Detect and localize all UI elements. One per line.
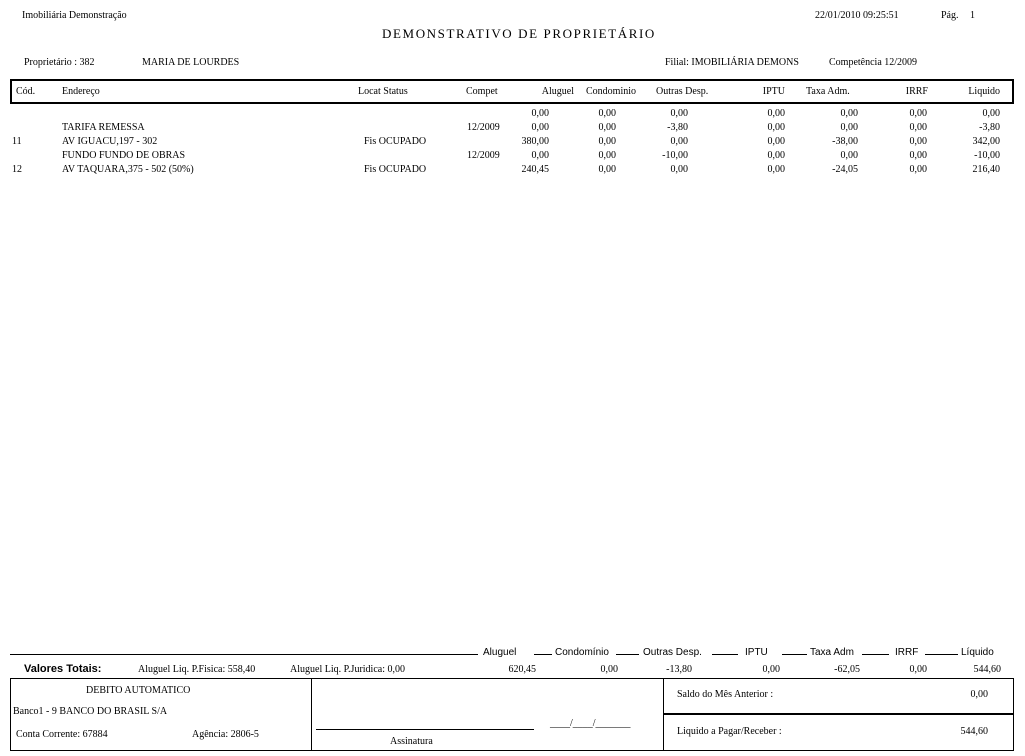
cell-iptu: 0,00 [767,136,785,148]
total-irrf: 0,00 [909,664,927,675]
cell-iptu: 0,00 [767,108,785,119]
cell-irrf: 0,00 [909,108,927,119]
totals-col-irrf: IRRF [895,647,919,658]
footer-divider [311,678,312,750]
totals-pf: Aluguel Liq. P.Fisica: 558,40 [138,664,256,675]
cell-aluguel [505,164,549,176]
col-compet: Compet [466,86,498,97]
column-header-box [10,79,1014,104]
col-liquido: Liquido [968,86,1000,97]
total-outras: -13,80 [666,664,692,675]
cell-irrf: 0,00 [909,150,927,162]
cell-endereco: FUNDO FUNDO DE OBRAS [62,150,186,162]
cell-irrf: 0,00 [909,164,927,176]
cell-locat: Fis OCUPADO [364,136,427,148]
total-iptu: 0,00 [762,664,780,675]
cell-iptu: 0,00 [767,122,785,134]
cell-taxa: -38,00 [832,136,858,148]
cell-outras: 0,00 [670,136,688,148]
totals-col-liquido: Líquido [961,647,994,658]
cell-outras: 0,00 [670,108,688,119]
col-irrf: IRRF [905,86,928,97]
cell-aluguel [505,136,549,148]
cell-aluguel [505,108,549,120]
totals-col-aluguel: Aluguel [483,647,517,658]
cell-outras: -3,80 [667,122,688,134]
prev-balance-value: 0,00 [970,689,988,700]
col-cod: Cód. [16,86,36,97]
cell-compet: 12/2009 [467,150,500,162]
cell-outras: 0,00 [670,164,688,176]
prev-balance-label: Saldo do Mês Anterior : [677,689,774,700]
total-condominio: 0,00 [600,664,618,675]
totals-dash [782,654,807,655]
cell-aluguel-text: 0,00 [531,150,549,162]
cell-liquido: 342,00 [972,136,1000,148]
cell-irrf: 0,00 [909,136,927,148]
agency-number: Agência: 2806-5 [192,729,259,740]
page-number: 1 [970,10,975,21]
cell-irrf: 0,00 [909,122,927,134]
totals-dash [862,654,889,655]
totals-col-condominio: Condomínio [555,647,609,658]
bank-info: Banco1 - 9 BANCO DO BRASIL S/A [13,706,168,717]
cell-outras: -10,00 [662,150,688,162]
cell-condominio: 0,00 [598,164,616,176]
net-value: 544,60 [960,726,988,737]
cell-liquido: -3,80 [979,122,1000,134]
totals-dash [925,654,958,655]
cell-cod: 12 [12,164,22,176]
cell-cod: 11 [12,136,22,148]
debit-title: DEBITO AUTOMATICO [86,685,191,696]
totals-pj: Aluguel Liq. P.Juridica: 0,00 [290,664,405,675]
cell-aluguel-text: 0,00 [531,122,549,134]
net-label: Liquido a Pagar/Receber : [677,726,782,737]
owner-name: MARIA DE LOURDES [142,57,240,68]
col-aluguel: Aluguel [541,86,574,97]
col-taxa-adm: Taxa Adm. [806,86,850,97]
cell-condominio: 0,00 [598,108,616,119]
cell-aluguel-text: 240,45 [521,164,549,176]
totals-label: Valores Totais: [24,663,102,675]
footer-summary-divider [663,713,1013,715]
cell-condominio: 0,00 [598,122,616,134]
branch-label: Filial: IMOBILIÁRIA DEMONS [665,57,799,68]
company-name: Imobiliária Demonstração [22,10,127,21]
cell-compet: 12/2009 [467,122,500,134]
date-blank: ____/____/_______ [550,718,631,729]
cell-taxa: 0,00 [840,122,858,134]
cell-liquido: 216,40 [972,164,1000,176]
total-aluguel: 620,45 [508,664,536,675]
totals-dash [616,654,639,655]
cell-endereco: TARIFA REMESSA [62,122,145,134]
totals-dash [712,654,738,655]
cell-iptu: 0,00 [767,150,785,162]
totals-col-taxa: Taxa Adm [810,647,854,658]
cell-taxa: 0,00 [840,108,858,119]
cell-aluguel [505,122,549,134]
cell-condominio: 0,00 [598,150,616,162]
competence-label: Competência 12/2009 [829,57,918,68]
cell-taxa: 0,00 [840,150,858,162]
account-number: Conta Corrente: 67884 [16,729,108,740]
totals-rule-left [10,654,478,655]
owner-label: Proprietário : 382 [24,57,95,68]
col-outras-desp: Outras Desp. [656,86,709,97]
cell-iptu: 0,00 [767,164,785,176]
total-liquido: 544,60 [973,664,1001,675]
cell-taxa: -24,05 [832,164,858,176]
page-label: Pág. [941,10,959,21]
signature-label: Assinatura [390,736,433,747]
cell-endereco: AV IGUACU,197 - 302 [62,136,158,148]
cell-aluguel-text: 380,00 [521,136,549,148]
cell-aluguel [505,150,549,162]
totals-dash [534,654,552,655]
col-locat-status: Locat Status [358,86,408,97]
cell-liquido: -10,00 [974,150,1000,162]
totals-col-iptu: IPTU [745,647,768,658]
cell-locat: Fis OCUPADO [364,164,427,176]
col-iptu: IPTU [762,86,785,97]
total-taxa: -62,05 [834,664,860,675]
col-condominio: Condominio [586,86,637,97]
cell-aluguel-text: 0,00 [531,108,549,119]
report-datetime: 22/01/2010 09:25:51 [815,10,899,21]
signature-line [316,729,534,730]
col-endereco: Endereço [62,86,100,97]
totals-col-outras: Outras Desp. [643,647,702,658]
cell-condominio: 0,00 [598,136,616,148]
page-title: DEMONSTRATIVO DE PROPRIETÁRIO [382,26,656,41]
cell-liquido: 0,00 [982,108,1000,119]
cell-endereco: AV TAQUARA,375 - 502 (50%) [62,164,194,176]
